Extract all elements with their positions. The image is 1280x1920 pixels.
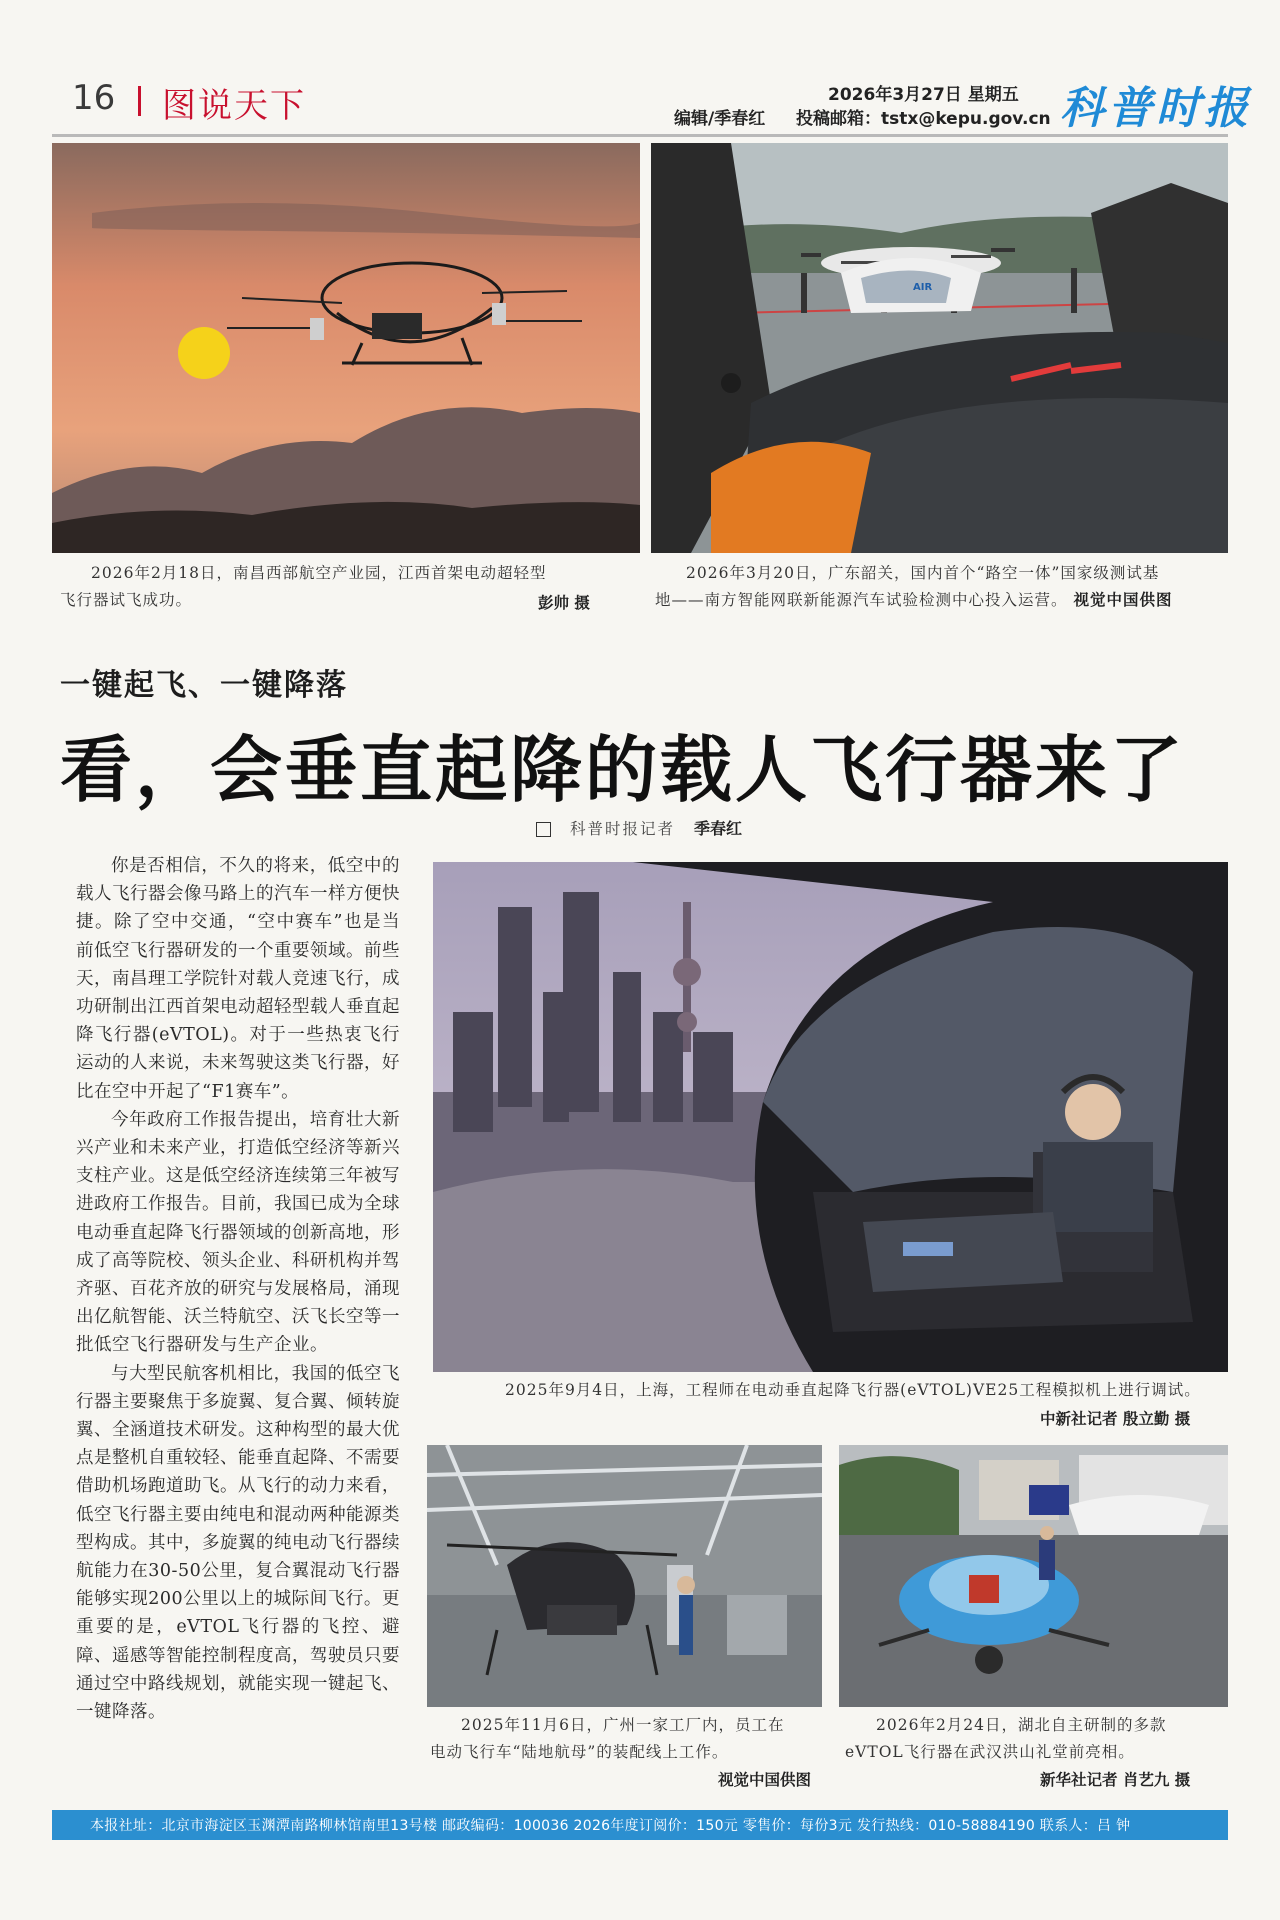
credit-factory: 视觉中国供图 xyxy=(718,1771,812,1789)
issue-date: 2026年3月27日 星期五 xyxy=(828,85,1019,105)
caption-wuhan xyxy=(845,1712,1245,1766)
editor-credit: 编辑/季春红 xyxy=(674,109,766,129)
caption-test-base-line1: 2026年3月20日，广东韶关，国内首个“路空一体”国家级测试基 xyxy=(686,564,1160,582)
caption-factory xyxy=(430,1712,830,1766)
caption-factory-line1: 2025年11月6日，广州一家工厂内，员工在 xyxy=(461,1716,785,1734)
caption-factory-line2: 电动飞行车“陆地航母”的装配线上工作。 xyxy=(430,1743,729,1761)
page-number: 16 xyxy=(72,78,116,118)
section-title: 图说天下 xyxy=(162,86,306,126)
photo-sunset-evtol xyxy=(52,143,640,553)
newspaper-logo: 科普时报 xyxy=(1060,83,1252,134)
submission-email: 投稿邮箱：tstx@kepu.gov.cn xyxy=(796,109,1051,129)
footer-info: 本报社址：北京市海淀区玉渊潭南路柳林馆南里13号楼 邮政编码：100036 2026年度订阅价：150元 零售价：每份3元 发行热线：010-58884190 联系人：吕 钟 xyxy=(90,1818,1131,1834)
vehicle-label: AIR xyxy=(913,282,933,293)
paragraph-3: 与大型民航客机相比，我国的低空飞行器主要聚焦于多旋翼、复合翼、倾转旋翼、全涵道技术研发。这种构型的最大优点是整机自重较轻、能垂直起降、不需要借助机场跑道助飞。从飞行的动力来看，低空飞行器主要由纯电和混动两种能源类型构成。其中，多旋翼的纯电动飞行器续航能力在30-50公里，复合翼混动飞行器能够实现200公里以上的城际间飞行。更重要的是，eVTOL飞行器的飞控、避障、遥感等智能控制程度高，驾驶员只要通过空中路线规划，就能实现一键起飞、一键降落。 xyxy=(76,1363,400,1723)
paragraph-1: 你是否相信，不久的将来，低空中的载人飞行器会像马路上的汽车一样方便快捷。除了空中交通，“空中赛车”也是当前低空飞行器研发的一个重要领域。前些天，南昌理工学院针对载人竞速飞行，成功研制出江西首架电动超轻型载人垂直起降飞行器(eVTOL)。对于一些热衷飞行运动的人来说，未来驾驶这类飞行器，好比在空中开起了“F1赛车”。 xyxy=(76,856,400,1102)
header-rule xyxy=(52,134,1228,137)
caption-wuhan-line1: 2026年2月24日，湖北自主研制的多款 xyxy=(876,1716,1167,1734)
credit-wuhan: 新华社记者 肖艺九 摄 xyxy=(1040,1771,1191,1789)
caption-test-base xyxy=(655,560,1235,614)
credit-test-base: 视觉中国供图 xyxy=(1073,591,1173,609)
header-divider xyxy=(138,86,141,116)
caption-sunset-line1: 2026年2月18日，南昌西部航空产业园，江西首架电动超轻型 xyxy=(91,564,547,582)
photo-wuhan-evtol xyxy=(839,1445,1228,1707)
photo-test-base xyxy=(651,143,1228,553)
paragraph-2: 今年政府工作报告提出，培育壮大新兴产业和未来产业，打造低空经济等新兴支柱产业。这是低空经济连续第三年被写进政府工作报告。目前，我国已成为全球电动垂直起降飞行器领域的创新高地，形成了高等院校、领头企业、科研机构并驾齐驱、百花齐放的研究与发展格局，涌现出亿航智能、沃兰特航空、沃飞长空等一批低空飞行器研发与生产企业。 xyxy=(76,1109,400,1356)
caption-sunset xyxy=(60,560,620,614)
caption-wuhan-line2: eVTOL飞行器在武汉洪山礼堂前亮相。 xyxy=(845,1743,1135,1761)
credit-sunset: 彭帅 摄 xyxy=(538,594,590,612)
article-body xyxy=(76,852,400,1726)
article-headline: 看，会垂直起降的载人飞行器来了 xyxy=(60,728,1186,812)
byline-prefix: 科普时报记者 xyxy=(570,820,676,838)
photo-factory xyxy=(427,1445,822,1707)
caption-sunset-line2: 飞行器试飞成功。 xyxy=(60,591,193,609)
photo-simulator xyxy=(433,862,1228,1372)
byline-square-icon xyxy=(536,822,551,837)
article-kicker: 一键起飞、一键降落 xyxy=(60,668,348,703)
credit-simulator: 中新社记者 殷立勤 摄 xyxy=(1040,1410,1191,1428)
caption-test-base-line2: 地——南方智能网联新能源汽车试验检测中心投入运营。 xyxy=(655,591,1068,609)
byline-name: 季春红 xyxy=(694,819,743,838)
caption-simulator: 2025年9月4日，上海，工程师在电动垂直起降飞行器(eVTOL)VE25工程模拟机上进行调试。 xyxy=(505,1381,1201,1399)
